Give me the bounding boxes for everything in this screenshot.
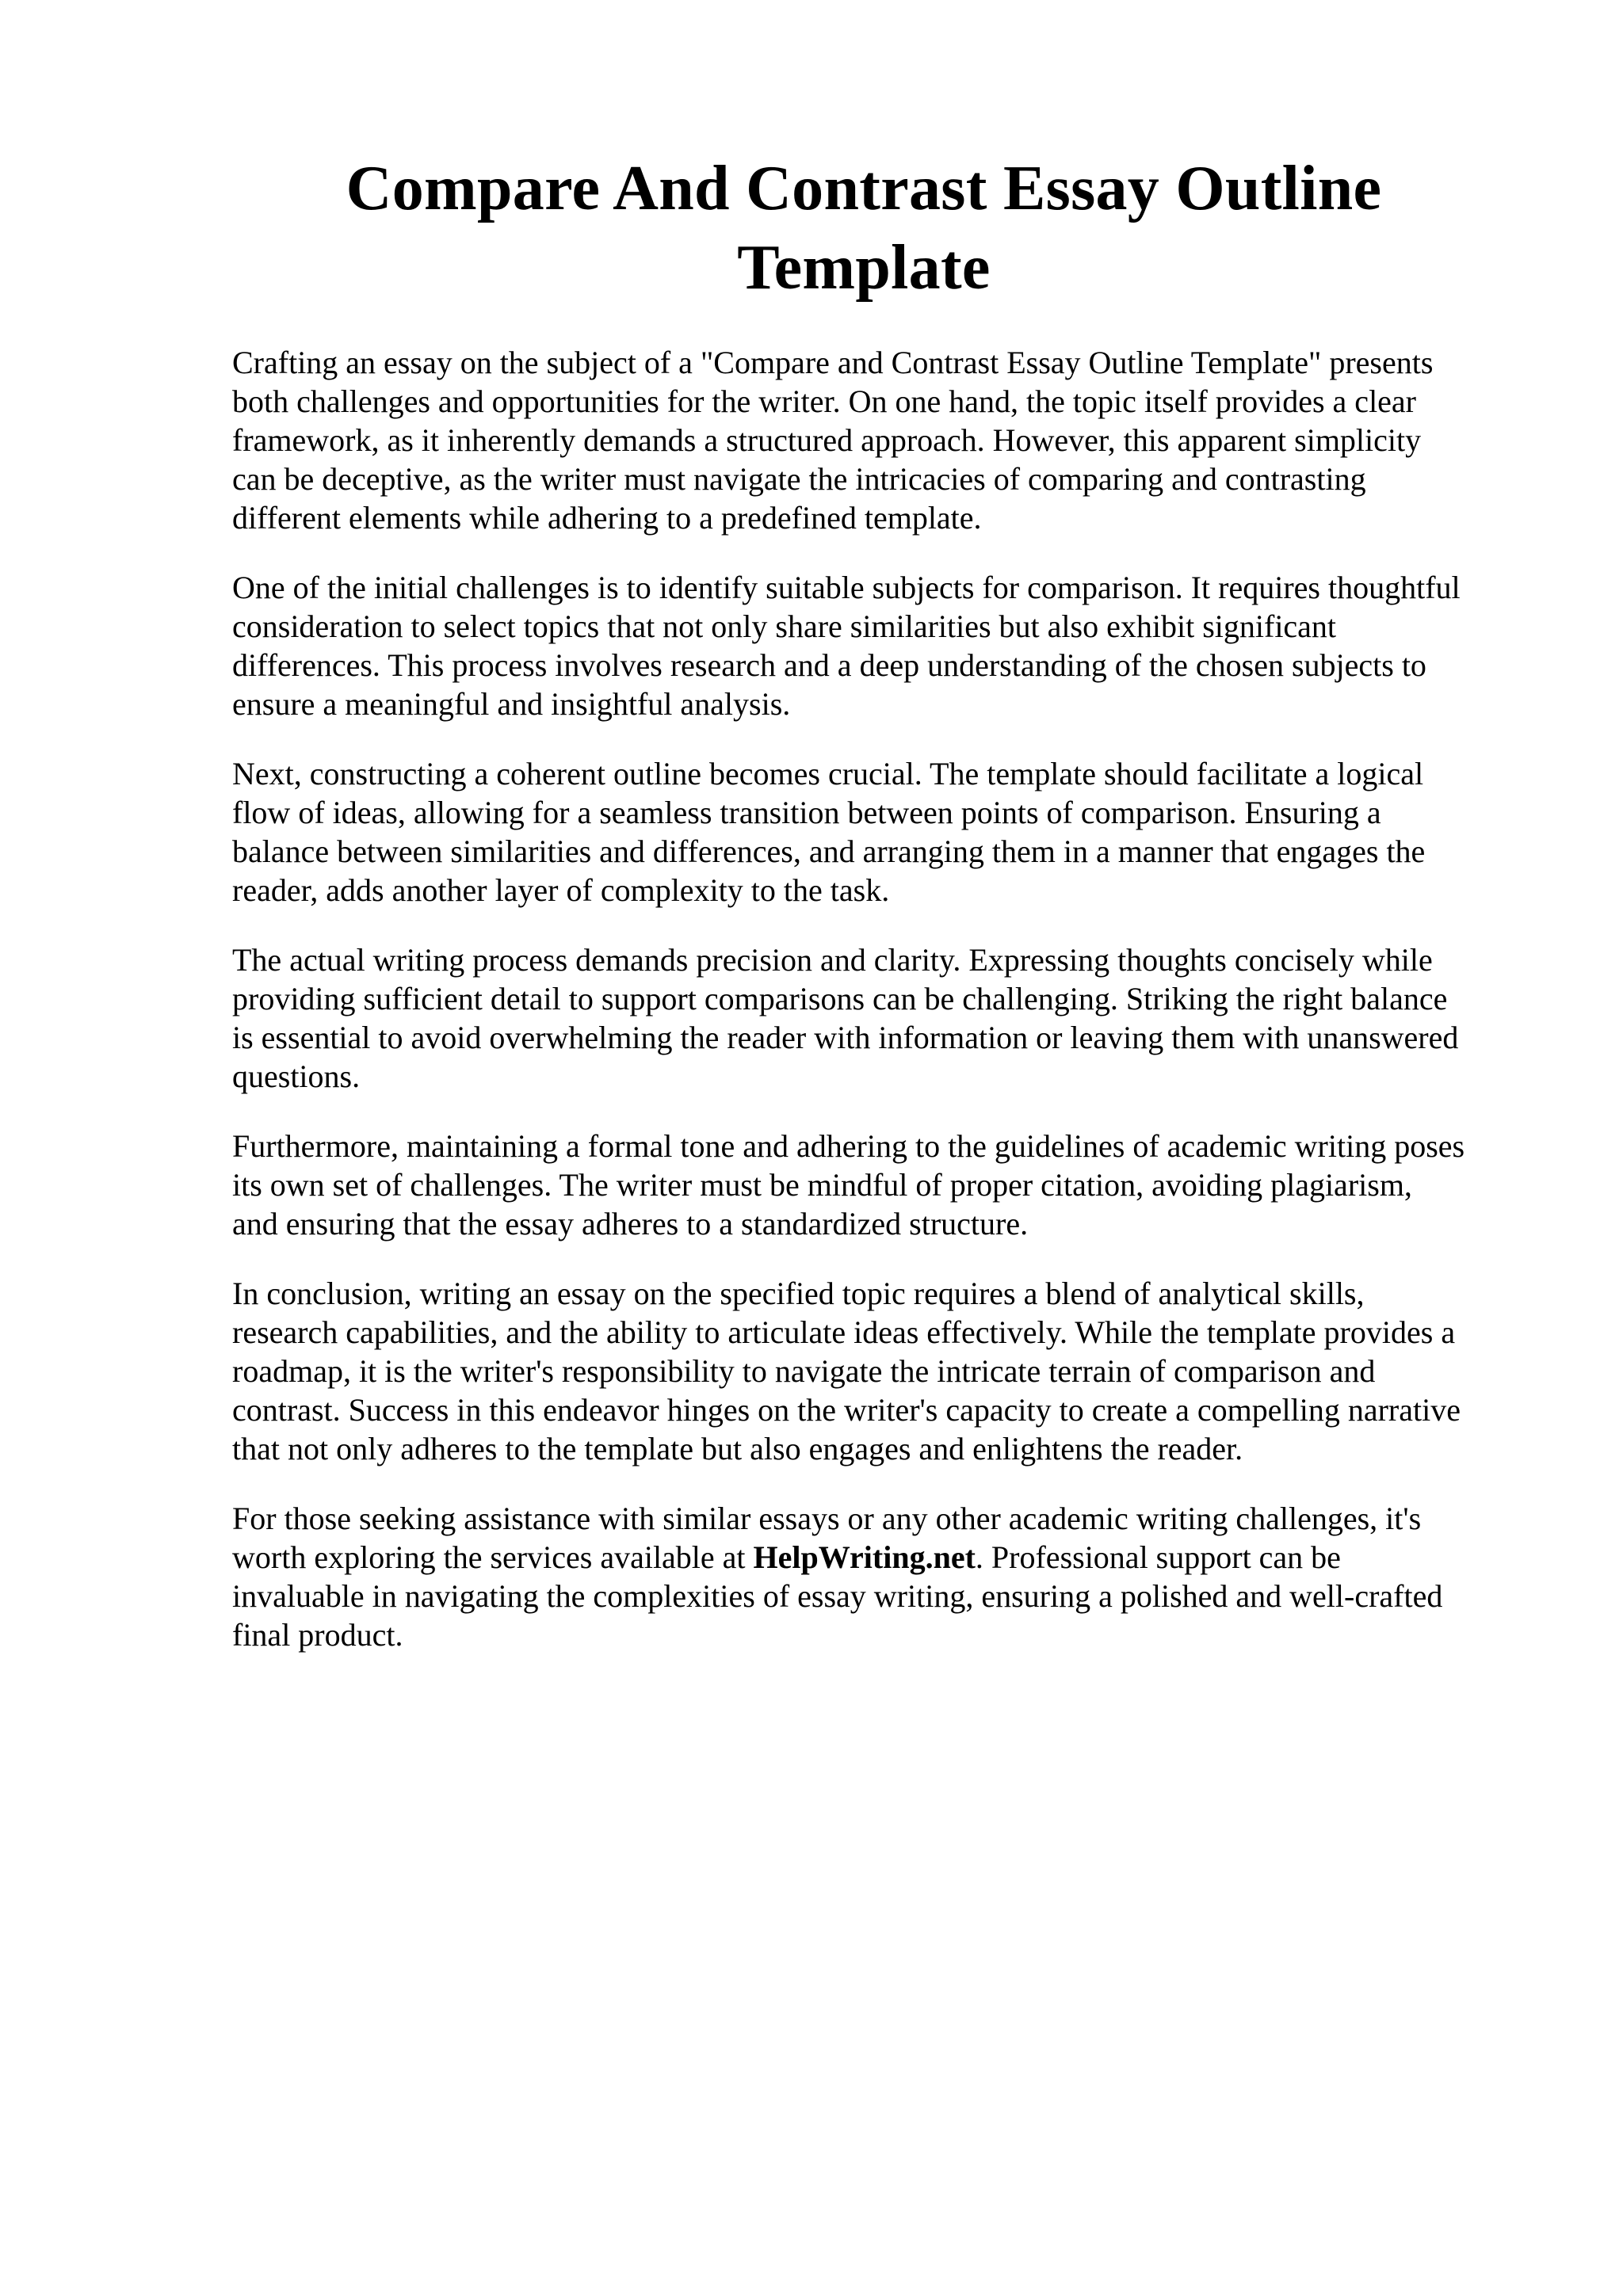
text-line [232,1538,1516,1577]
paragraph-5 [232,1127,1516,1243]
text-line: balance between similarities and differences, and arranging them in a manner that engages the [232,833,1426,869]
text-line: roadmap, it is the writer's responsibility to navigate the intricate terrain of comparison and [232,1353,1376,1389]
helpwriting-link[interactable]: HelpWriting.net [753,1539,976,1575]
text-line: For those seeking assistance with similar essays or any other academic writing challenges, it's [232,1501,1422,1536]
text-line: its own set of challenges. The writer must be mindful of proper citation, avoiding plagiarism, [232,1167,1412,1203]
text-line: Furthermore, maintaining a formal tone and adhering to the guidelines of academic writing poses [232,1128,1465,1164]
paragraph-4 [232,940,1516,1096]
paragraph-6 [232,1274,1516,1468]
text-line: providing sufficient detail to support comparisons can be challenging. Striking the right balance [232,981,1448,1016]
text-line: research capabilities, and the ability to articulate ideas effectively. While the template provides a [232,1314,1456,1350]
text-line: contrast. Success in this endeavor hinges on the writer's capacity to create a compelling narrative [232,1392,1461,1428]
text-line: reader, adds another layer of complexity to the task. [232,872,890,908]
text-line: In conclusion, writing an essay on the specified topic requires a blend of analytical skills, [232,1276,1365,1311]
text-line: and ensuring that the essay adheres to a standardized structure. [232,1206,1029,1241]
paragraph-3 [232,754,1516,910]
text-line: ensure a meaningful and insightful analysis. [232,686,791,722]
document-body [232,343,1516,1685]
text-line: consideration to select topics that not only share similarities but also exhibit significant [232,608,1337,644]
text-line: can be deceptive, as the writer must navigate the intricacies of comparing and contrasting [232,461,1366,497]
paragraph-1 [232,343,1516,537]
text-line: invaluable in navigating the complexities of essay writing, ensuring a polished and well-crafted [232,1578,1443,1614]
text-line: Crafting an essay on the subject of a "Compare and Contrast Essay Outline Template" presents [232,345,1434,380]
paragraph-closing [232,1499,1516,1654]
text-line: is essential to avoid overwhelming the reader with information or leaving them with unanswered [232,1020,1459,1055]
paragraph-2 [232,568,1516,723]
text-line: different elements while adhering to a predefined template. [232,500,982,536]
text-line: final product. [232,1617,403,1653]
text-line: framework, as it inherently demands a structured approach. However, this apparent simplicity [232,422,1422,458]
text-line: flow of ideas, allowing for a seamless transition between points of comparison. Ensuring a [232,795,1381,830]
text-segment: . Professional support can be [975,1539,1341,1575]
text-line: both challenges and opportunities for the writer. On one hand, the topic itself provides a clear [232,383,1417,419]
text-line: One of the initial challenges is to identify suitable subjects for comparison. It requires thoughtful [232,570,1461,605]
title-line: Template [737,233,991,303]
text-line: that not only adheres to the template but also engages and enlightens the reader. [232,1431,1243,1466]
text-line: Next, constructing a coherent outline becomes crucial. The template should facilitate a logical [232,756,1424,791]
document-title [230,149,1498,307]
text-line: differences. This process involves research and a deep understanding of the chosen subjects to [232,647,1426,683]
text-line: The actual writing process demands precision and clarity. Expressing thoughts concisely while [232,942,1433,978]
text-segment: worth exploring the services available at [232,1539,754,1575]
text-line: questions. [232,1058,361,1094]
title-line: Compare And Contrast Essay Outline [346,154,1382,223]
